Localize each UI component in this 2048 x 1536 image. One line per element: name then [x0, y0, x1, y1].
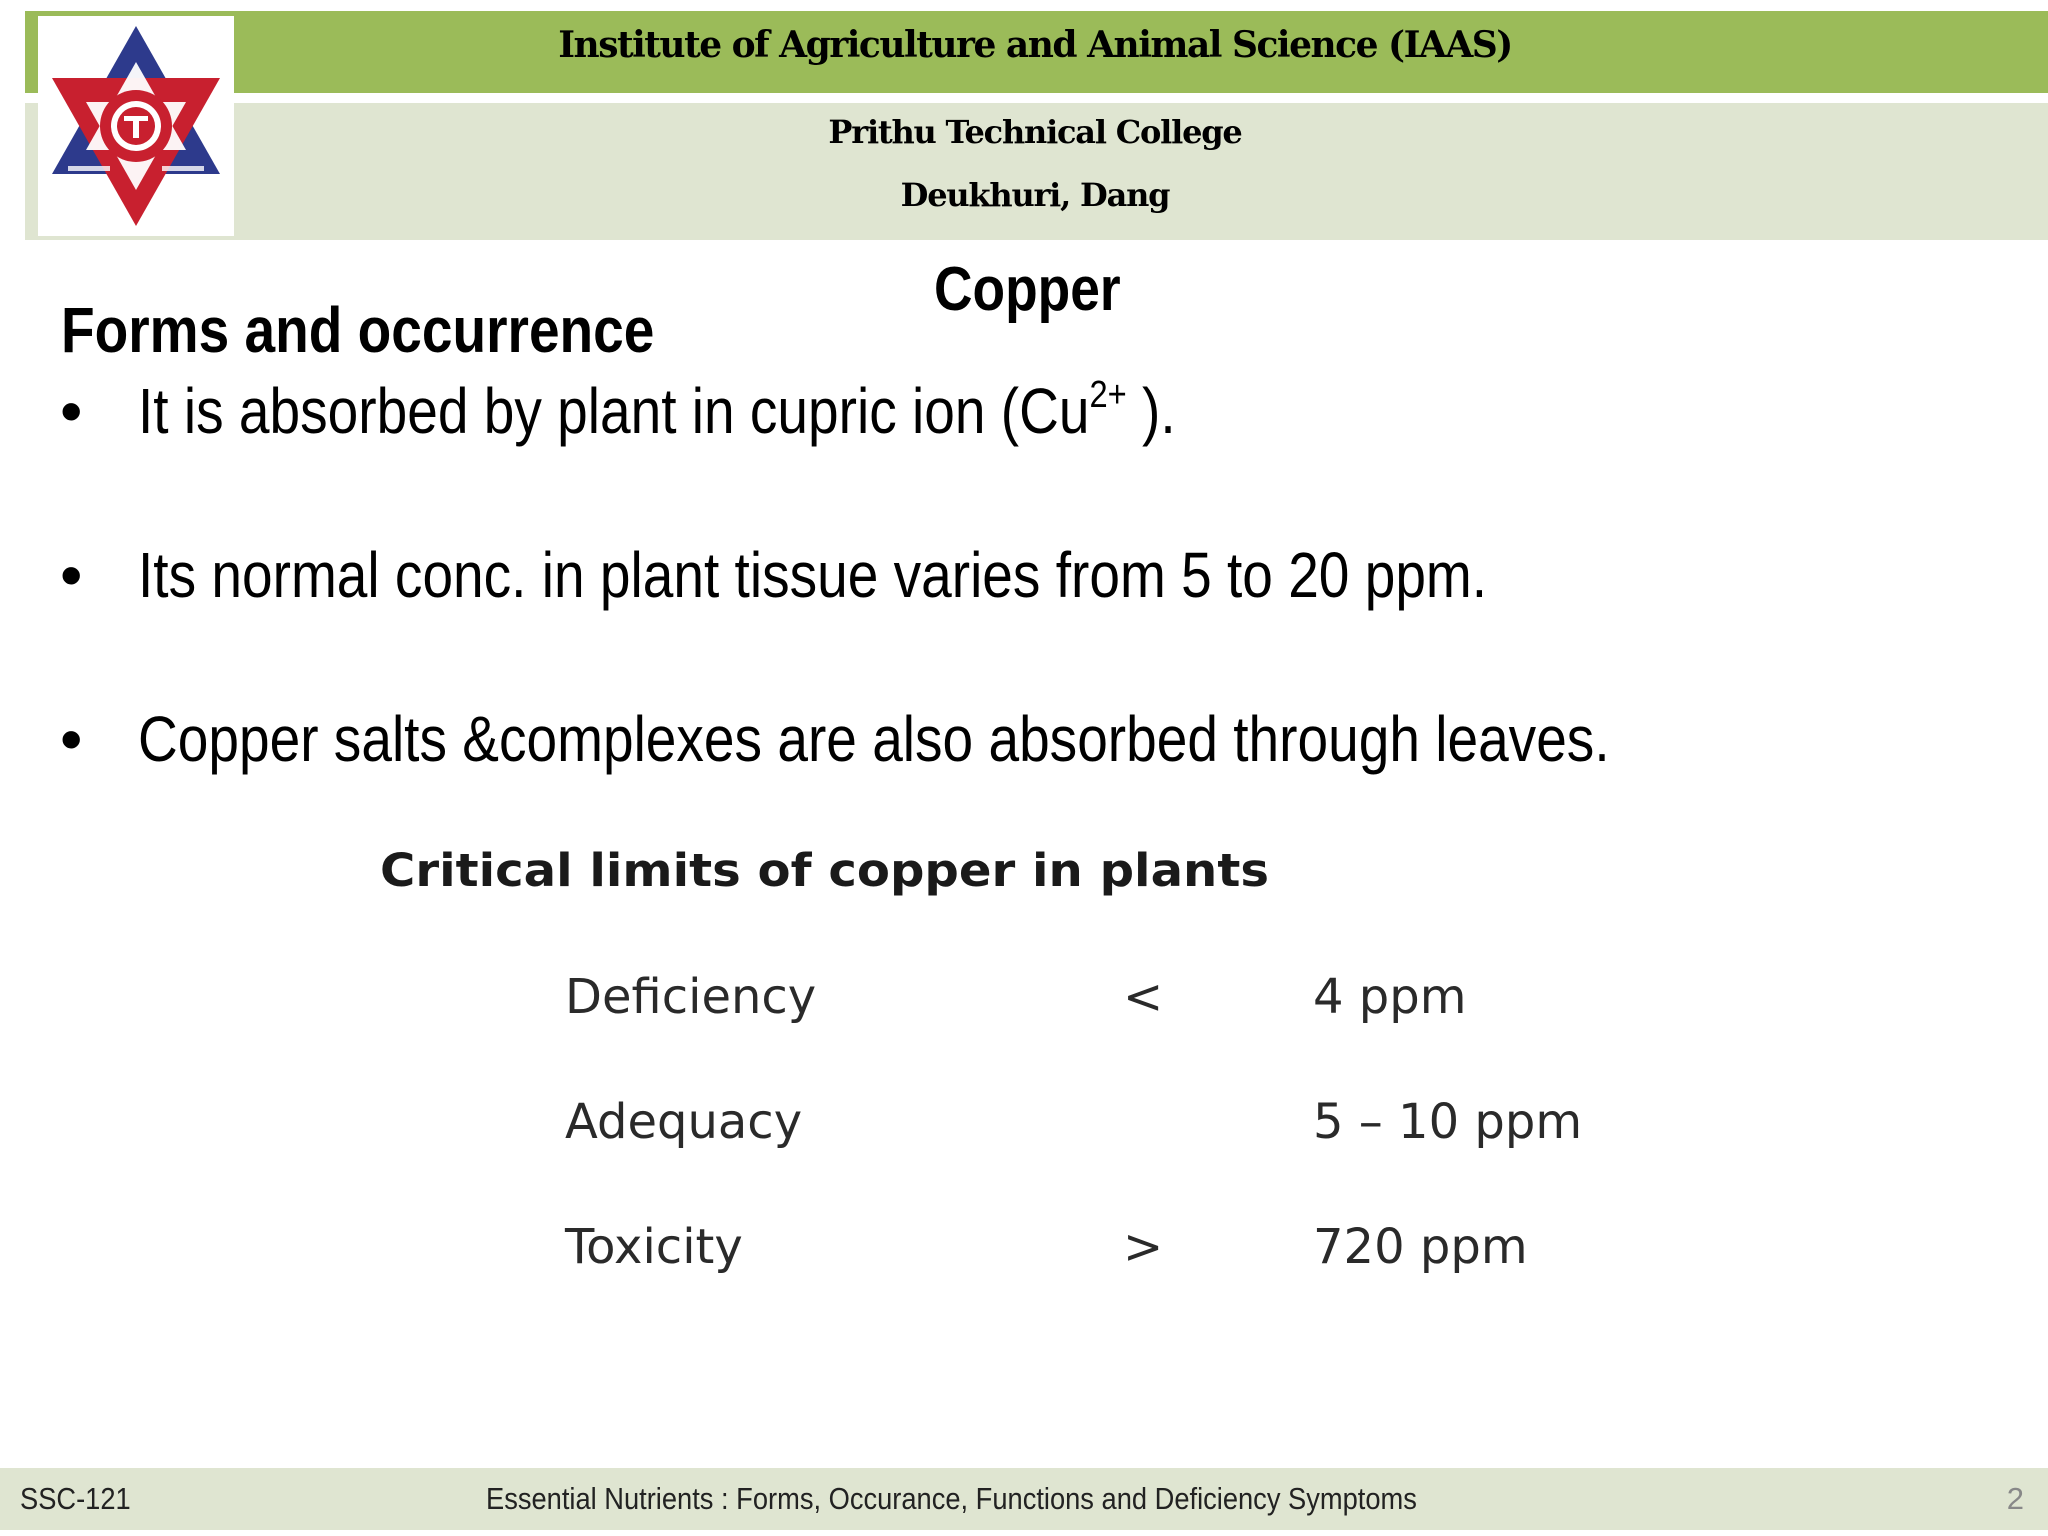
limit-operator: > — [1123, 1219, 1164, 1275]
bullet-text: Its normal conc. in plant tissue varies from 5 to 20 ppm. — [138, 539, 1488, 611]
limit-row — [0, 1094, 2048, 1164]
college-name: Prithu Technical College — [828, 113, 1242, 151]
section-heading: Forms and occurrence — [61, 294, 655, 366]
limit-category: Adequacy — [565, 1094, 803, 1150]
limit-value: 4 ppm — [1313, 969, 1467, 1025]
slide-title: Copper — [934, 255, 1121, 324]
bullet-text: Copper salts &complexes are also absorbed through leaves. — [138, 703, 1610, 775]
limit-category: Deficiency — [565, 969, 817, 1025]
slide-footer — [0, 1468, 2048, 1530]
critical-limits-caption: Critical limits of copper in plants — [380, 844, 1270, 897]
limit-category: Toxicity — [565, 1219, 743, 1275]
bullet-text: It is absorbed by plant in cupric ion ($Cu^{2+}$ ). — [138, 374, 1176, 447]
bullet-dot: • — [60, 539, 83, 611]
footer-topic: Essential Nutrients : Forms, Occurance, Functions and Deficiency Symptoms — [486, 1481, 1417, 1516]
bullet-dot: • — [60, 375, 83, 447]
limit-value: 5 – 10 ppm — [1313, 1094, 1583, 1150]
superscript-charge: 2+ — [1089, 374, 1127, 416]
limit-operator: < — [1123, 969, 1164, 1025]
college-location: Deukhuri, Dang — [900, 176, 1170, 214]
limit-row — [0, 969, 2048, 1039]
header-divider — [25, 93, 2048, 103]
course-code: SSC-121 — [20, 1481, 131, 1516]
limit-row — [0, 1219, 2048, 1289]
bullet-dot: • — [60, 703, 83, 775]
university-logo-icon — [38, 16, 234, 236]
page-number: 2 — [2006, 1481, 2024, 1516]
limit-value: 720 ppm — [1313, 1219, 1528, 1275]
institute-name: Institute of Agriculture and Animal Science (IAAS) — [558, 24, 1512, 66]
